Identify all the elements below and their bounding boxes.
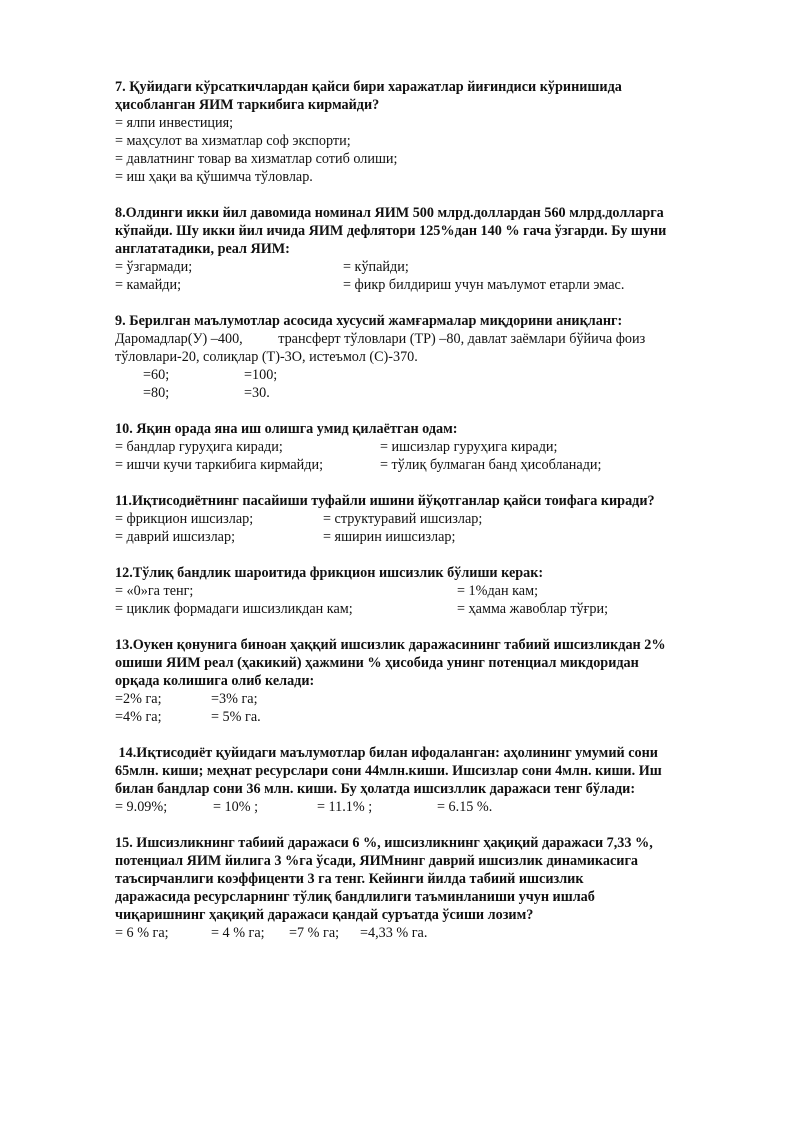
answer-option: =30. (244, 385, 270, 401)
answer-option: = тўлиқ булмаган банд ҳисобланади; (380, 457, 602, 473)
answer-row (115, 528, 755, 546)
answer-option: = маҳсулот ва хизматлар соф экспорти; (115, 133, 351, 149)
answer-row (115, 438, 755, 456)
answer-option: = ишчи кучи таркибига кирмайди; (115, 457, 324, 473)
answer-option: = давлатнинг товар ва хизматлар сотиб олиши; (115, 151, 398, 167)
question-7 (115, 78, 755, 186)
document-page (115, 78, 755, 960)
answer-option: = фикр билдириш учун маълумот етарли эмас. (343, 277, 625, 293)
answer-row (115, 456, 755, 474)
answer-option: =4,33 % га. (360, 925, 428, 941)
question-title: 13.Оукен қонунига биноан ҳаққий ишсизлик даражасининг табиий ишсизликдан 2% ошиши ЯИМ реал (ҳакикий) ҳажмини % ҳисобида унинг потенциал микдоридан орқада колишига олиб келади: (115, 637, 666, 689)
answer-option: =100; (244, 367, 278, 383)
answer-option: = 1%дан кам; (457, 583, 539, 599)
answer-option: =7 % га; (289, 925, 340, 941)
answer-row (115, 276, 755, 294)
answer-option: = ишсизлар гуруҳига киради; (380, 439, 558, 455)
answer-option: = бандлар гуруҳига киради; (115, 439, 283, 455)
answer-row (115, 258, 755, 276)
answer-row (115, 924, 755, 942)
answer-option: = 4 % га; (211, 925, 265, 941)
answer-option: = камайди; (115, 277, 182, 293)
question-14 (115, 744, 755, 816)
answer-option: =3% га; (211, 691, 258, 707)
question-title: 7. Қуйидаги кўрсаткичлардан қайси бири харажатлар йиғиндиси кўринишида ҳисобланган ЯИМ таркибига кирмайди? (115, 79, 622, 113)
answer-option: = 11.1% ; (317, 799, 373, 815)
answer-option: = ўзгармади; (115, 259, 193, 275)
answer-option: = «0»га тенг; (115, 583, 194, 599)
answer-row (115, 510, 755, 528)
question-title: 9. Берилган маълумотлар асосида хусусий жамғармалар миқдорини аниқланг: (115, 313, 623, 329)
answer-row (115, 582, 755, 600)
answer-option: = фрикцион ишсизлар; (115, 511, 254, 527)
answer-option: = яширин иишсизлар; (323, 529, 456, 545)
question-title: 14.Иқтисодиёт қуйидаги маълумотлар билан ифодаланган: аҳолининг умумий сони 65млн. киши; меҳнат ресурслари сони 44млн.киши. Ишсизлар сони 4млн. киши. Иш билан бандлар сони 36 млн. киши. Бу ҳолатда ишсизллик даражаси тенг бўлади: (115, 745, 662, 797)
answer-row (115, 690, 755, 708)
answer-row (115, 798, 755, 816)
answer-option: = 5% га. (211, 709, 261, 725)
question-title: 11.Иқтисодиётнинг пасайиши туфайли ишини йўқотганлар қайси тоифага киради? (115, 493, 655, 509)
question-11 (115, 492, 755, 546)
answer-row (115, 600, 755, 618)
answer-row (115, 366, 755, 384)
answer-option: = ҳамма жавоблар тўғри; (457, 601, 609, 617)
answer-row (115, 384, 755, 402)
question-title: 8.Олдинги икки йил давомида номинал ЯИМ 500 млрд.доллардан 560 млрд.долларга кўпайди. Шу икки йил ичида ЯИМ дефлятори 125%дан 140 % гача ўзгарди. Бу шуни англататадики, реал ЯИМ: (115, 205, 667, 257)
answer-option: =4% га; (115, 709, 162, 725)
question-title: 12.Тўлиқ бандлик шароитида фрикцион ишсизлик бўлиши керак: (115, 565, 544, 581)
answer-option: = даврий ишсизлар; (115, 529, 236, 545)
answer-option: =2% га; (115, 691, 162, 707)
question-13 (115, 636, 755, 726)
answer-option: = циклик формадаги ишсизликдан кам; (115, 601, 353, 617)
answer-option: = иш ҳақи ва қўшимча тўловлар. (115, 169, 313, 185)
answer-option: = 9.09%; (115, 799, 168, 815)
question-info: Даромадлар(У) –400, трансферт тўловлари (ТР) –80, давлат заёмлари бўйича фоиз тўловлари-20, солиқлар (Т)-3О, истеъмол (С)-370. (115, 331, 646, 365)
answer-row (115, 708, 755, 726)
question-9 (115, 312, 755, 402)
answer-option: =80; (143, 385, 170, 401)
answer-option: = 6.15 %. (437, 799, 493, 815)
answer-option: = 6 % га; (115, 925, 169, 941)
answer-option: = кўпайди; (343, 259, 409, 275)
question-15 (115, 834, 755, 942)
answer-option: = ялпи инвестиция; (115, 115, 234, 131)
question-12 (115, 564, 755, 618)
answer-option: =60; (143, 367, 170, 383)
answer-option: = структуравий ишсизлар; (323, 511, 483, 527)
question-title: 15. Ишсизликнинг табиий даражаси 6 %, ишсизликнинг ҳақиқий даражаси 7,33 %, потенциал ЯИМ йилига 3 %га ўсади, ЯИМнинг даврий ишсизлик динамикасига таъсирчанлиги коэффиценти 3 га тенг. Кейинги йилда табиий ишсизлик даражасида ресурсларнинг тўлиқ бандлилиги таъминланиши учун ишлаб чиқаришнинг ҳақиқий даражаси қандай суръатда ўсиши лозим? (115, 835, 653, 923)
answer-option: = 10% ; (213, 799, 259, 815)
question-10 (115, 420, 755, 474)
question-title: 10. Яқин орада яна иш олишга умид қилаётган одам: (115, 421, 458, 437)
question-8 (115, 204, 755, 294)
